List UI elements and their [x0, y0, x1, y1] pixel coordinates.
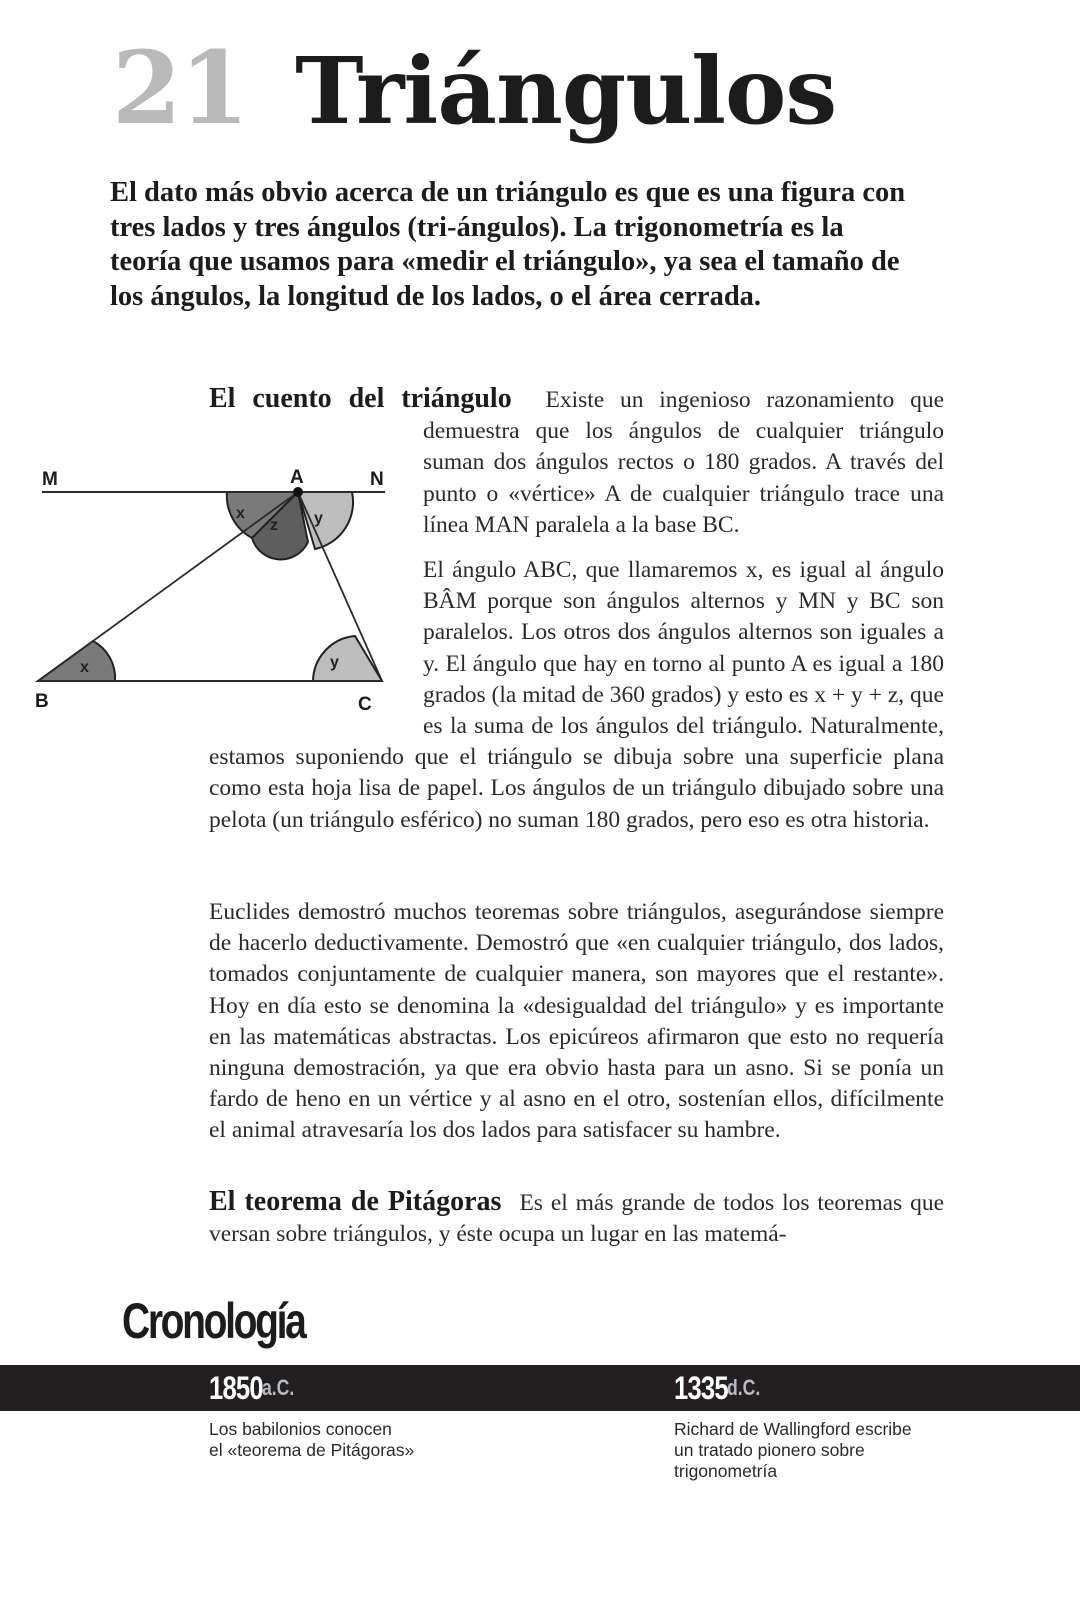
angle-label-y-bottom: y [330, 654, 339, 671]
chronology-year: 1850 [209, 1369, 263, 1406]
chronology-era: a.C. [262, 1375, 295, 1400]
description-line: el «teorema de Pitágoras» [209, 1440, 415, 1460]
angle-label-z-top: z [270, 517, 278, 534]
description-line: Los babilonios conocen [209, 1419, 392, 1439]
section-triangle-story [209, 383, 944, 836]
section-heading: El teorema de Pitágoras [209, 1186, 502, 1217]
label-n: N [370, 469, 384, 490]
description-line: Richard de Wallingford escribe [674, 1419, 912, 1439]
section-heading: El cuento del triángulo [209, 383, 512, 414]
label-a: A [290, 467, 304, 488]
label-b: B [35, 691, 49, 712]
chapter-header [112, 29, 837, 158]
paragraph-text: Es el más grande de todos los teoremas que versan sobre triángulos, y éste ocupa un lugar en las matemá- [209, 1190, 945, 1248]
section-paragraph [209, 1186, 944, 1250]
section-paragraph: Euclides demostró muchos teoremas sobre triángulos, asegurándose siempre de hacerlo deductivamente. Demostró que «en cualquier triángulo, dos lados, tomados conjuntamente de cualquier manera, son mayores que el restante». Hoy en día esto se denomina la «desigualdad del triángulo» y es importante en las matemáticas abstractas. Los epicúreos afirmaron que esto no requería ninguna demostración, ya que era obvio hasta para un asno. Si se ponía un fardo de heno en un vértice y al asno en el otro, sostenían ellos, difícilmente el animal atravesaría los dos lados para satisfacer su hambre. [209, 899, 944, 1144]
diagram-spacer [209, 445, 423, 717]
chronology-item [209, 1365, 303, 1411]
chronology-year: 1335 [674, 1369, 728, 1406]
chronology-bar [0, 1365, 1080, 1411]
chronology-description [674, 1419, 974, 1482]
paragraph-text: Existe un ingenioso razonamiento que demuestra que los ángulos de cualquier triángulo suman dos ángulos rectos o 180 grados. A través del punto o «vértice» A de cualquier triángulo trace una línea MAN paralela a la base BC. [423, 387, 944, 538]
angle-x-bottom [38, 641, 115, 681]
chronology-description [209, 1419, 509, 1461]
description-line: un tratado pionero sobre [674, 1440, 865, 1460]
chronology-title: Cronología [122, 1293, 305, 1349]
chronology-item [674, 1365, 769, 1411]
label-m: M [42, 469, 58, 490]
label-c: C [358, 694, 372, 715]
lead-paragraph: El dato más obvio acerca de un triángulo es que es una figura con tres lados y tres ángulos (tri-ángulos). La trigonometría es la teoría que usamos para «medir el triángulo», ya sea el tamaño de los ángulos, la longitud de los lados, o el área cerrada. [110, 177, 906, 312]
section-euclid [209, 897, 944, 1147]
description-line: trigonometría [674, 1461, 778, 1481]
chapter-title: Triángulos [295, 37, 837, 145]
angle-label-y-top: y [314, 510, 323, 527]
section-pythagoras [209, 1186, 944, 1250]
angle-label-x-bottom: x [80, 659, 89, 676]
chronology-era: d.C. [727, 1375, 761, 1400]
section-paragraph: El ángulo ABC, que llamaremos x, es igual al ángulo BÂM porque son ángulos alternos y MN y BC son paralelos. Los otros dos ángulos alternos son iguales a y. El ángulo que hay en torno al punto A es igual a 180 grados (la mitad de 360 grados) y esto es x + y + z, que es la suma de los ángulos del triángulo. Naturalmente, estamos suponiendo que el triángulo se dibuja sobre una superficie plana como esta hoja lisa de papel. Los ángulos de un triángulo dibujado sobre una pelota (un triángulo esférico) no suman 180 grados, pero eso es otra historia. [209, 557, 944, 833]
chapter-number: 21 [112, 29, 248, 147]
angle-label-x-top: x [236, 505, 245, 522]
